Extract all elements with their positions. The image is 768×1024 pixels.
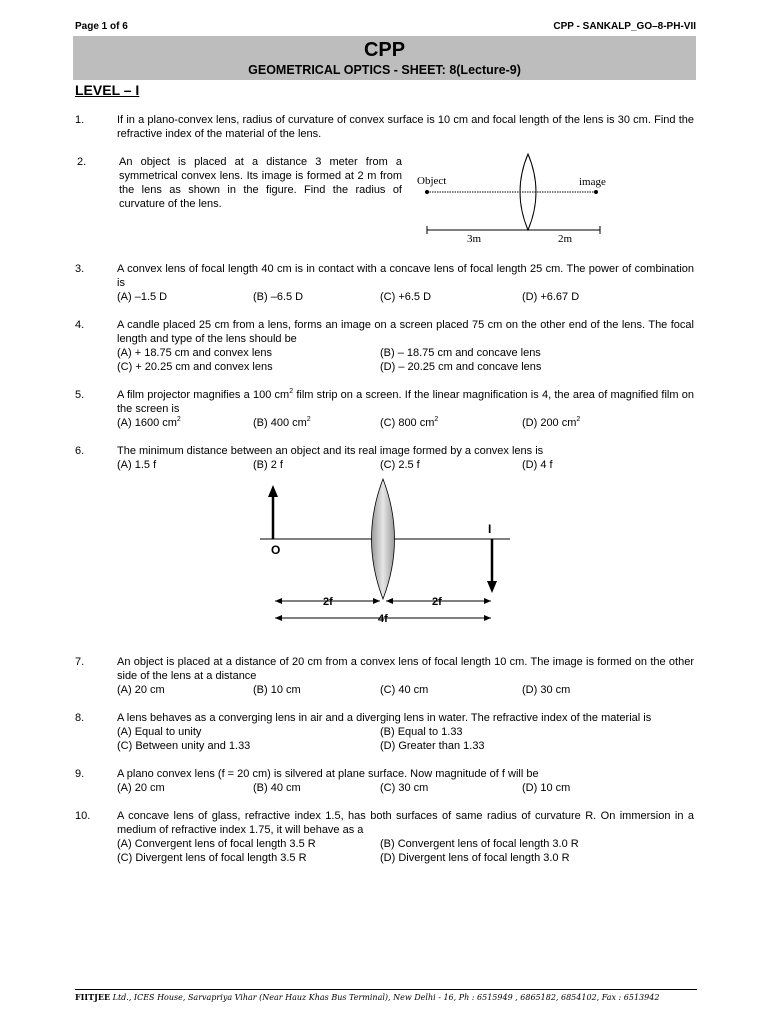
object-label: O (271, 543, 281, 557)
question-number: 9. (75, 768, 85, 780)
footer-brand: FIITJEE (75, 992, 111, 1002)
option-d: (D) – 20.25 cm and concave lens (380, 361, 542, 373)
option-a: (A) Equal to unity (117, 726, 202, 738)
page-subtitle: GEOMETRICAL OPTICS - SHEET: 8(Lecture-9) (248, 63, 521, 77)
question-text: An object is placed at a distance 3 meter from a symmetrical convex lens. Its image is formed at 2 m from the lens as shown in the figure. Find the radius of curvature of the lens. (119, 156, 402, 210)
distance-2f-label: 2f (323, 596, 333, 608)
question-number: 6. (75, 445, 85, 457)
option-d: (D) 200 $cm^2$ (522, 416, 581, 429)
option-a: (A) Convergent lens of focal length 3.5 R (117, 838, 316, 850)
option-b: (B) 400 $cm^2$ (253, 416, 311, 429)
object-label: Object (417, 175, 447, 187)
distance-4f-label: 4f (378, 613, 388, 625)
sheet-code: CPP - SANKALP_GO–8-PH-VII (553, 21, 696, 32)
question-number: 8. (75, 712, 85, 724)
option-b: (B) Convergent lens of focal length 3.0 R (380, 838, 579, 850)
option-b: (B) – 18.75 cm and concave lens (380, 347, 541, 359)
question-text: A film projector magnifies a 100 $cm^2$ film strip on a screen. If the linear magnification is 4, the area of magnified film on the screen is (117, 388, 694, 415)
option-c: (C) Between unity and 1.33 (117, 740, 251, 752)
option-a: (A) 1600 $cm^2$ (117, 416, 181, 429)
title-banner (73, 36, 696, 80)
image-label: image (579, 176, 606, 188)
option-d: (D) Greater than 1.33 (380, 740, 485, 752)
question-number: 7. (75, 656, 85, 668)
lens-figure-q2 (410, 150, 620, 250)
footer-rule (75, 989, 697, 990)
question-number: 5. (75, 389, 85, 401)
question-number: 1. (75, 114, 85, 126)
option-c: (C) 40 cm (380, 684, 429, 696)
image-label: I (488, 522, 492, 536)
option-a: (A) 20 cm (117, 782, 165, 794)
page-title: CPP (363, 39, 406, 61)
question-text: A convex lens of focal length 40 cm is in contact with a concave lens of focal length 25 cm. The power of combination is (117, 263, 694, 289)
option-c: (C) 800 $cm^2$ (380, 416, 439, 429)
question-text: A concave lens of glass, refractive index 1.5, has both surfaces of same radius of curvature R. On immersion in a medium of refractive index 1.75, it will behave as a (117, 810, 694, 836)
option-b: (B) 40 cm (253, 782, 301, 794)
lens-figure-q6 (255, 475, 520, 630)
option-c: (C) Divergent lens of focal length 3.5 R (117, 852, 307, 864)
option-b: (B) –6.5 D (253, 291, 304, 303)
level-heading: LEVEL – I (75, 82, 140, 98)
distance-3m-label: 3m (467, 233, 482, 245)
page-number: Page 1 of 6 (75, 21, 128, 32)
question-text: A lens behaves as a converging lens in air and a diverging lens in water. The refractive index of the material is (117, 712, 652, 724)
option-c: (C) +6.5 D (380, 291, 432, 303)
option-a: (A) –1.5 D (117, 291, 168, 303)
option-d: (D) 30 cm (522, 684, 571, 696)
option-b: (B) Equal to 1.33 (380, 726, 463, 738)
question-number: 4. (75, 319, 85, 331)
question-text: If in a plano-convex lens, radius of curvature of convex surface is 10 cm and focal length of the lens is 30 cm. Find the refractive index of the material of the lens. (117, 114, 694, 140)
option-c: (C) 30 cm (380, 782, 429, 794)
question-number: 3. (75, 263, 85, 275)
option-d: (D) 10 cm (522, 782, 571, 794)
question-text: A candle placed 25 cm from a lens, forms an image on a screen placed 75 cm on the other end of the lens. The focal length and type of the lens should be (117, 319, 694, 345)
option-d: (D) Divergent lens of focal length 3.0 R (380, 852, 570, 864)
distance-2m-label: 2m (558, 233, 573, 245)
option-c: (C) 2.5 f (380, 459, 420, 471)
question-text: A plano convex lens (f = 20 cm) is silvered at plane surface. Now magnitude of f will be (117, 768, 539, 780)
option-a: (A) 1.5 f (117, 459, 157, 471)
option-a: (A) 20 cm (117, 684, 165, 696)
option-d: (D) +6.67 D (522, 291, 580, 303)
option-b: (B) 2 f (253, 459, 283, 471)
question-text: An object is placed at a distance of 20 cm from a convex lens of focal length 10 cm. The image is formed on the other side of the lens at a distance (117, 656, 694, 682)
question-text: The minimum distance between an object and its real image formed by a convex lens is (117, 445, 544, 457)
footer-address: FIITJEE Ltd., ICES House, Sarvapriya Vihar (Near Hauz Khas Bus Terminal), New Delhi - 16, Ph : 6515949 , 6865182, 6854102, Fax : 6513942 (75, 992, 660, 1002)
option-c: (C) + 20.25 cm and convex lens (117, 361, 273, 373)
option-a: (A) + 18.75 cm and convex lens (117, 347, 272, 359)
question-number: 2. (77, 156, 87, 168)
distance-2f-label: 2f (432, 596, 442, 608)
option-d: (D) 4 f (522, 459, 553, 471)
question-number: 10. (75, 810, 91, 822)
option-b: (B) 10 cm (253, 684, 301, 696)
